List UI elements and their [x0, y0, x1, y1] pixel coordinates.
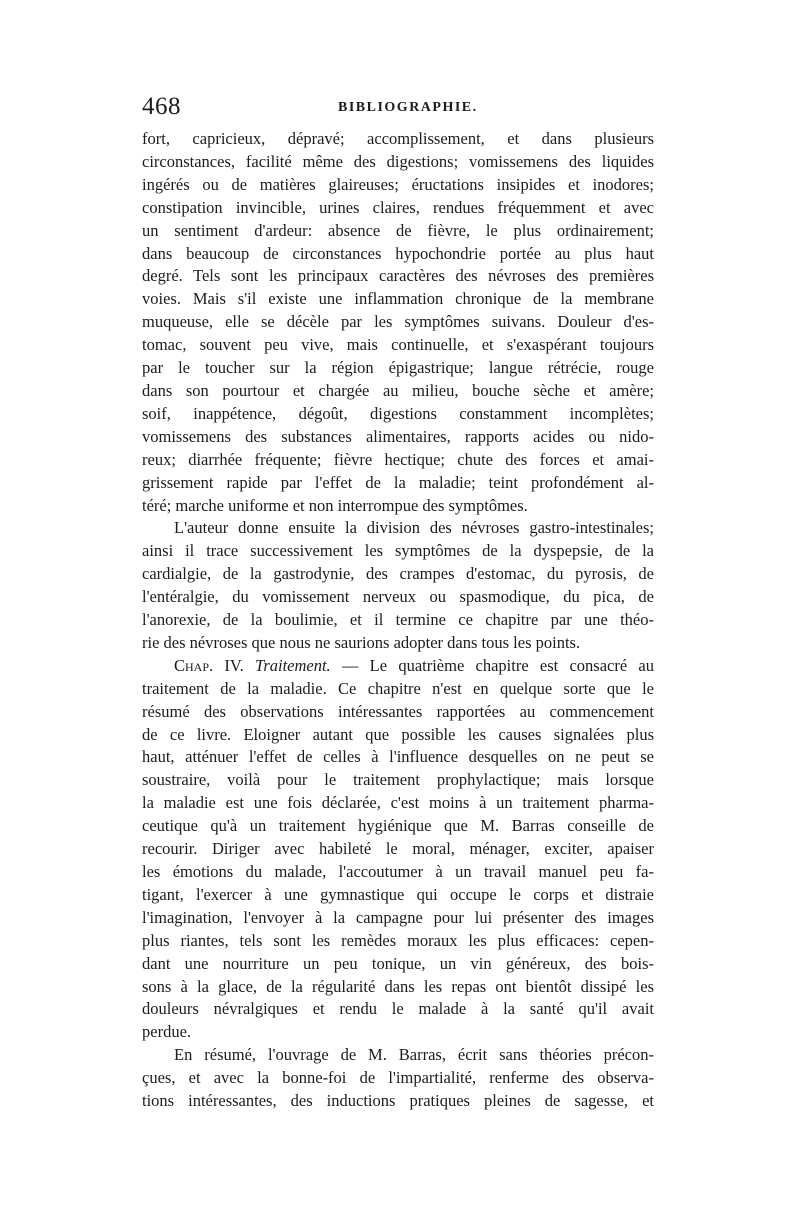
text-line: sons à la glace, de la régularité dans les repas ont bientôt dissipé les [142, 976, 654, 996]
text-line: dans son pourtour et chargée au milieu, bouche sèche et amère; [142, 380, 654, 400]
text-line: l'imagination, l'envoyer à la campagne pour lui présenter des images [142, 907, 654, 927]
text-line: muqueuse, elle se décèle par les symptômes suivans. Douleur d'es- [142, 312, 654, 332]
text-body [142, 128, 654, 1113]
text-line: par le toucher sur la région épigastrique; langue rétrécie, rouge [142, 358, 654, 378]
paragraph-end-line: perdue. [142, 1022, 192, 1042]
text-line: traitement de la maladie. Ce chapitre n'est en quelque sorte que le [142, 678, 654, 698]
paragraph-end-line: téré; marche uniforme et non interrompue des symptômes. [142, 495, 528, 515]
text-line: haut, atténuer l'effet de celles à l'influence desquelles on ne peut se [142, 747, 654, 767]
text-line: voies. Mais s'il existe une inflammation chronique de la membrane [142, 289, 654, 309]
text-line: l'entéralgie, du vomissement nerveux ou spasmodique, du pica, de [142, 587, 654, 607]
chapter-heading-line [142, 655, 654, 678]
text-line: constipation invincible, urines claires, rendues fréquemment et avec [142, 197, 654, 217]
text-line: fort, capricieux, dépravé; accomplissement, et dans plusieurs [142, 129, 654, 148]
text-line: grissement rapide par l'effet de la maladie; teint profondément al- [142, 472, 654, 492]
page-header [142, 92, 654, 126]
text-line: reux; diarrhée fréquente; fièvre hectique; chute des forces et amai- [142, 449, 654, 469]
text-line: vomissemens des substances alimentaires, rapports acides ou nido- [142, 426, 654, 446]
text-line: degré. Tels sont les principaux caractères des névroses des premières [142, 266, 654, 286]
text-line: soif, inappétence, dégoût, digestions constamment incomplètes; [142, 403, 654, 423]
text-line: recourir. Diriger avec habileté le moral, ménager, exciter, apaiser [142, 839, 654, 859]
text-line: les émotions du malade, l'accoutumer à un travail manuel peu fa- [142, 862, 654, 881]
text-line: cardialgie, de la gastrodynie, des crampes d'estomac, du pyrosis, de [142, 564, 654, 584]
text-line: dant une nourriture un peu tonique, un vin généreux, des bois- [142, 953, 654, 973]
chapter-label: Chap. IV. [174, 655, 244, 675]
text-line: tions intéressantes, des inductions pratiques pleines de sagesse, et [142, 1091, 654, 1111]
text-line: tigant, l'exercer à une gymnastique qui occupe le corps et distraie [142, 884, 654, 904]
text-line: tomac, souvent peu vive, mais continuelle, et s'exaspérant toujours [142, 335, 654, 355]
text-line: ainsi il trace successivement les symptômes de la dyspepsie, de la [142, 541, 654, 561]
text-line: l'anorexie, de la boulimie, et il termine ce chapitre par une théo- [142, 610, 654, 630]
text-line: soustraire, voilà pour le traitement prophylactique; mais lorsque [142, 770, 654, 790]
paragraph-start-line: L'auteur donne ensuite la division des névroses gastro-intestinales; [174, 518, 654, 538]
chapter-heading-rest: — Le quatrième chapitre est consacré au [330, 655, 655, 675]
text-line: ingérés ou de matières glaireuses; éructations insipides et inodores; [142, 174, 654, 194]
text-line: dans beaucoup de circonstances hypochondrie portée au plus haut [142, 243, 654, 263]
text-line: circonstances, facilité même des digestions; vomissemens des liquides [142, 151, 654, 171]
text-line: ceutique qu'à un traitement hygiénique que M. Barras conseille de [142, 816, 654, 836]
chapter-title: Traitement. [255, 655, 331, 675]
paragraph-end-line: rie des névroses que nous ne saurions adopter dans tous les points. [142, 632, 581, 652]
text-line: résumé des observations intéressantes rapportées au commencement [142, 701, 654, 721]
text-line: plus riantes, tels sont les remèdes moraux les plus efficaces: cepen- [142, 930, 654, 950]
text-line: de ce livre. Eloigner autant que possible les causes signalées plus [142, 724, 654, 744]
text-line: un sentiment d'ardeur: absence de fièvre, le plus ordinairement; [142, 220, 654, 240]
paragraph-start-line: En résumé, l'ouvrage de M. Barras, écrit sans théories précon- [174, 1045, 654, 1065]
text-line: douleurs névralgiques et rendu le malade à la santé qu'il avait [142, 999, 654, 1019]
page-number: 468 [142, 93, 181, 120]
text-line: çues, et avec la bonne-foi de l'impartialité, renferme des observa- [142, 1068, 654, 1088]
running-head: BIBLIOGRAPHIE. [338, 100, 478, 115]
text-line: la maladie est une fois déclarée, c'est moins à un traitement pharma- [142, 793, 654, 813]
